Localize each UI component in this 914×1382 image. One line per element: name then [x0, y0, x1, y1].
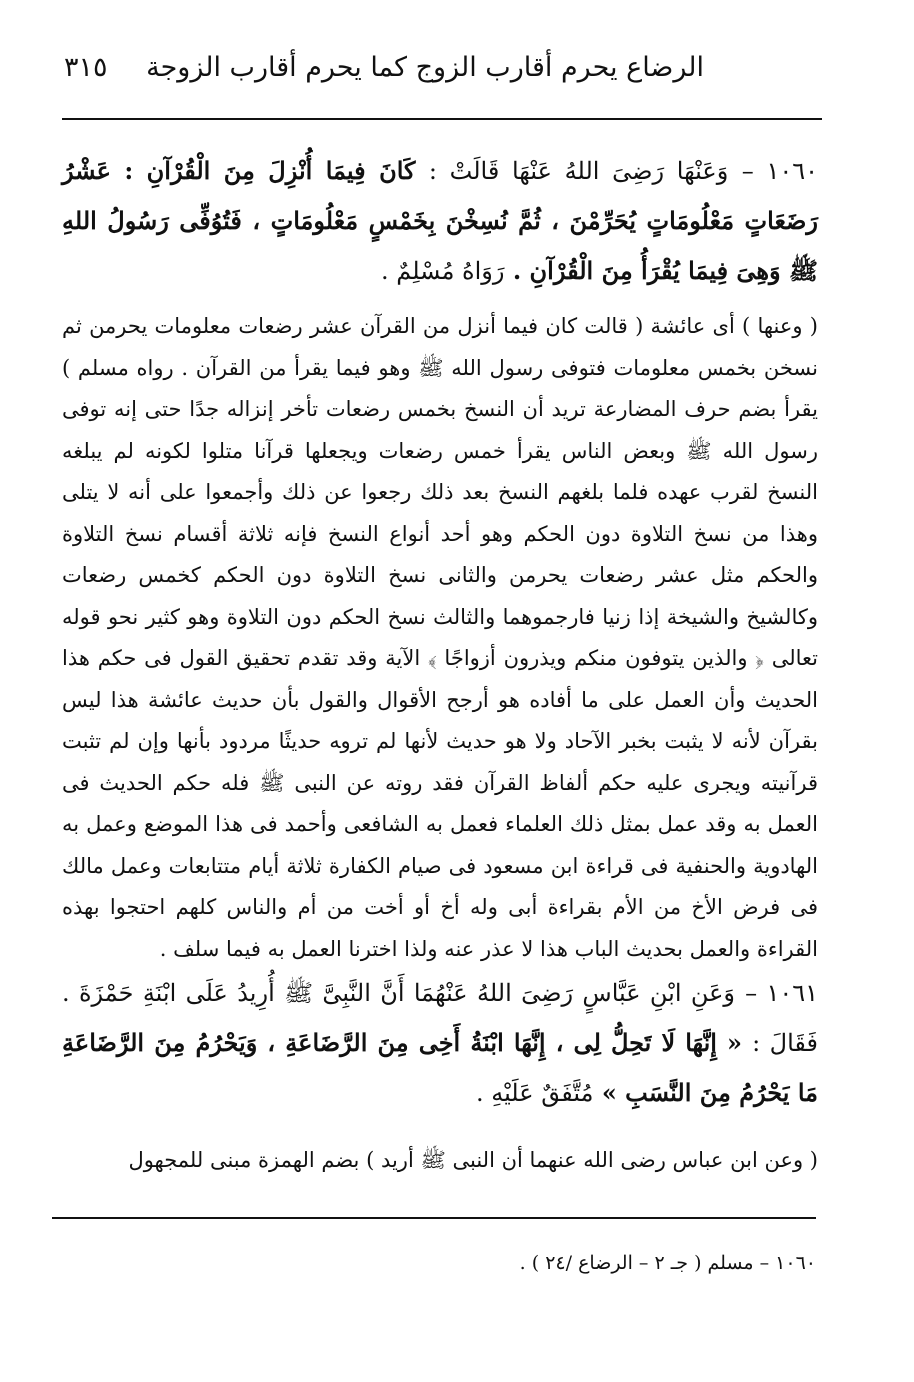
footnote: ١٠٦٠ – مسلم ( جـ ٢ – الرضاع /٢٤ ) .: [519, 1252, 816, 1274]
chapter-title: الرضاع يحرم أقارب الزوج كما يحرم أقارب الزوجة: [146, 52, 704, 83]
hadith-number: ١٠٦٠ –: [741, 157, 818, 185]
hadith-number: ١٠٦١ –: [745, 979, 818, 1007]
hadith-text: كَانَ فِيمَا أُنْزِلَ مِنَ الْقُرْآنِ : عَشْرُ رَضَعَاتٍ مَعْلُومَاتٍ يُحَرِّمْنَ ، ثُمَّ نُسِخْنَ بِخَمْسٍ مَعْلُومَاتٍ ، فَتُوُفِّى رَسُولُ اللهِ ﷺ وَهِىَ فِيمَا يُقْرَأُ مِنَ الْقُرْآنِ .: [62, 156, 818, 285]
header-divider: [62, 118, 822, 120]
commentary-1060: ( وعنها ) أى عائشة ( قالت كان فيما أنزل من القرآن عشر رضعات معلومات يحرمن ثم نسخن بخمس معلومات فتوفى رسول الله ﷺ وهو فيما يقرأ من القرآن . رواه مسلم ) يقرأ بضم حرف المضارعة تريد أن النسخ بخمس رضعات تأخر إنزاله جدًا حتى إنه توفى رسول الله ﷺ وبعض الناس يقرأ خمس رضعات ويجعلها قرآنا متلوا لكونه لم يبلغه النسخ لقرب عهده فلما بلغهم النسخ بعد ذلك رجعوا عن ذلك وأجمعوا على أنه لا يتلى وهذا من نسخ التلاوة دون الحكم وهو أحد أنواع النسخ فإنه ثلاثة أقسام نسخ التلاوة والحكم مثل عشر رضعات يحرمن والثانى نسخ التلاوة دون الحكم كخمس رضعات وكالشيخ والشيخة إذا زنيا فارجموهما والثالث نسخ الحكم دون التلاوة وهو كثير نحو قوله تعالى ﴿ والذين يتوفون منكم ويذرون أزواجًا ﴾ الآية وقد تقدم تحقيق القول فى حكم هذا الحديث وأن العمل على ما أفاده هو أرجح الأقوال والقول بأن حديث عائشة هذا ليس بقرآن لأنه لا يثبت بخبر الآحاد ولا هو حديث لأنها لم ترو‍ه حديثًا مردود بأنها وإن لم تثبت قرآنيته ويجرى عليه حكم ألفاظ القرآن فقد روته عن النبى ﷺ فله حكم الحديث فى العمل به وقد عمل بمثل ذلك العلماء فعمل به الشافعى وأحمد فى هذا الموضع وعمل به الهادوية والحنفية فى قراءة ابن مسعود فى صيام الكفارة ثلاثة أيام متتابعات وعمل مالك فى فرض الأخ من الأم بقراءة أبى وله أخ أو أخت من أم والناس كلهم احتجوا بهذه القراءة والعمل بحديث الباب هذا لا عذر عنه ولذا اخترنا العمل به فيما سلف .: [62, 314, 818, 961]
footnote-divider: [52, 1217, 816, 1219]
hadith-1060: [62, 146, 818, 296]
hadith-source: رَوَاهُ مُسْلِمٌ .: [380, 257, 505, 285]
page-number: ٣١٥: [64, 52, 108, 83]
hadith-1061: [62, 968, 818, 1118]
hadith-source: مُتَّفَقٌ عَلَيْهِ .: [475, 1079, 594, 1107]
hadith-text: « إِنَّهَا لَا تَحِلُّ لِى ، إِنَّهَا ابْنَةُ أَخِى مِنَ الرَّضَاعَةِ ، وَيَحْرُمُ مِنَ الرَّضَاعَةِ مَا يَحْرُمُ مِنَ النَّسَبِ »: [62, 1028, 818, 1107]
hadith-narrator: وَعَنْهَا رَضِىَ اللهُ عَنْهَا قَالَتْ :: [428, 157, 729, 185]
running-header: [62, 52, 814, 102]
hadith-narrator: وَعَنِ ابْنِ عَبَّاسٍ رَضِىَ اللهُ عَنْهُمَا أَنَّ النَّبِىَّ ﷺ أُرِيدُ عَلَى ابْنَةِ حَمْزَةَ . فَقَالَ :: [62, 979, 819, 1057]
commentary-1061: ( وعن ابن عباس رضى الله عنهما أن النبى ﷺ أريد ) بضم الهمزة مبنى للمجهول: [128, 1148, 818, 1172]
